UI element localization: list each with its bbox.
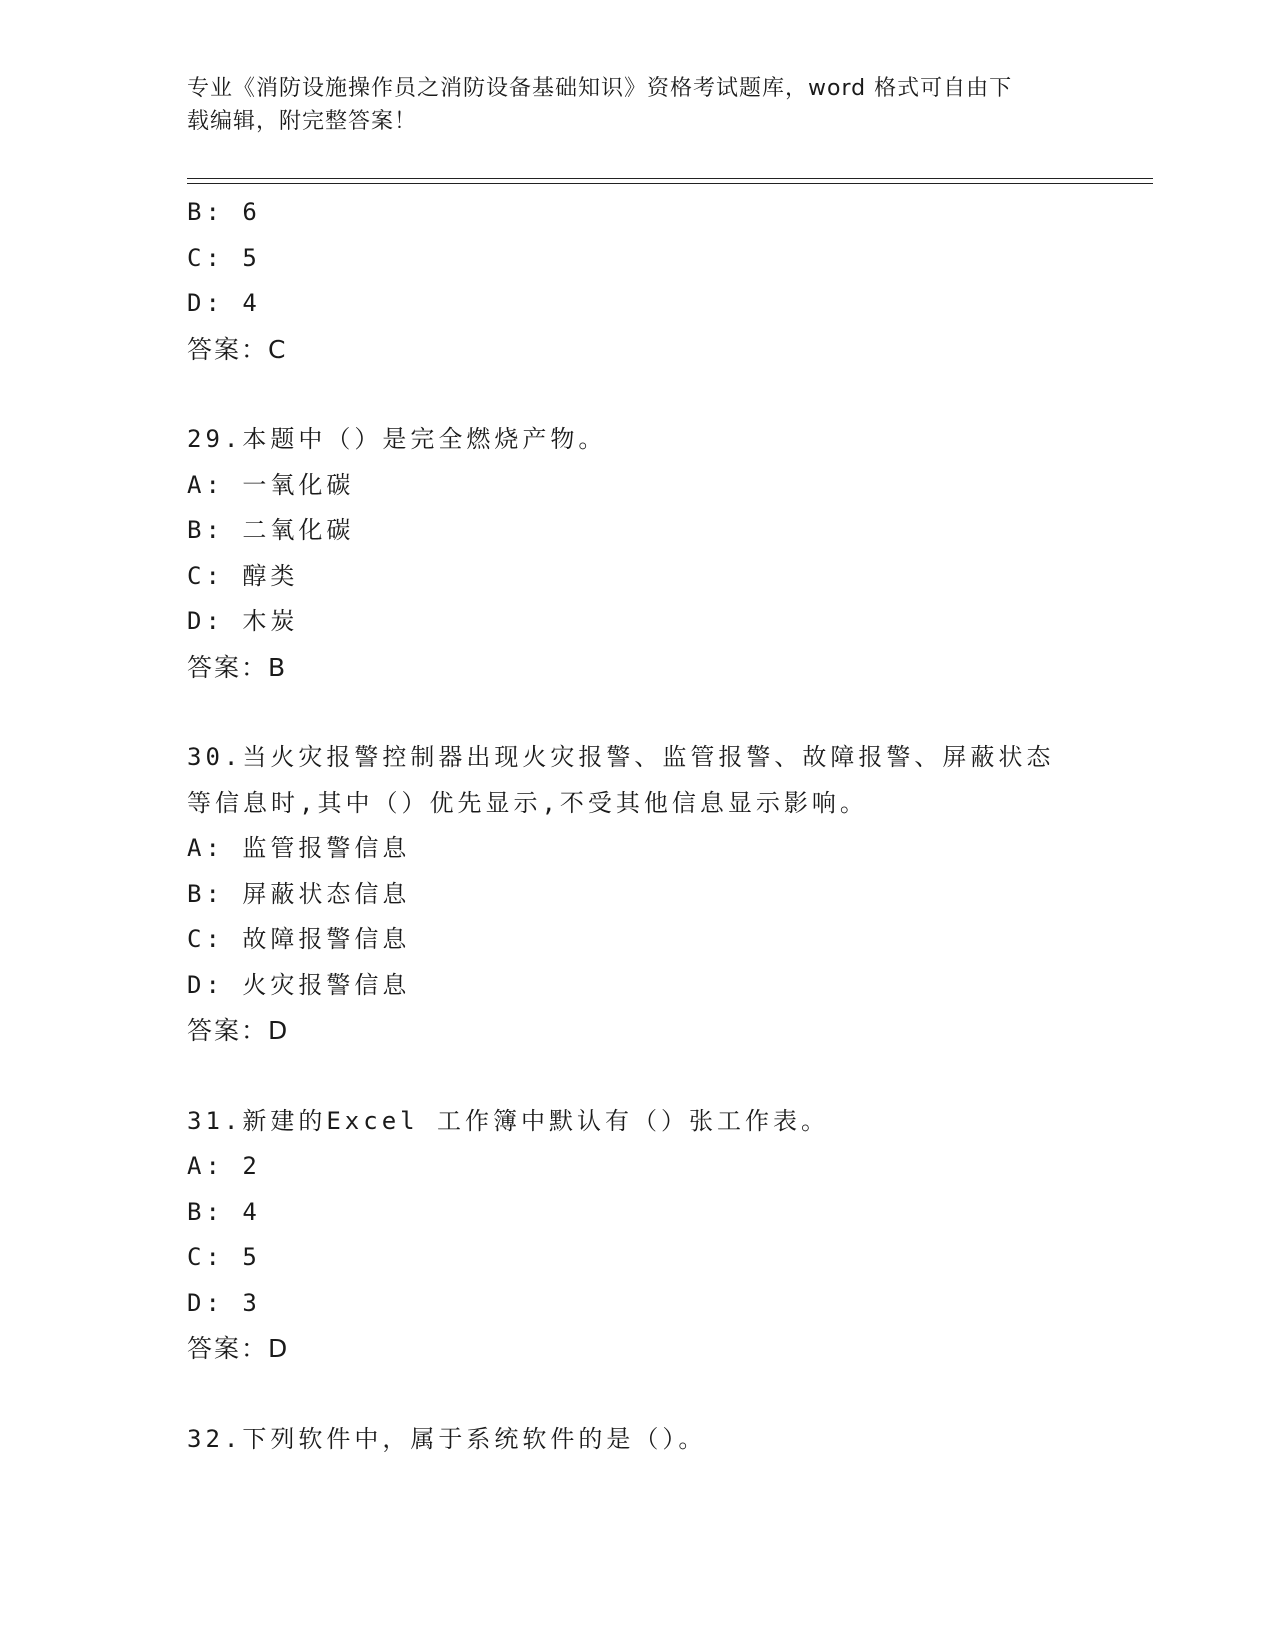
answer: 答案：D	[187, 1016, 290, 1045]
option-a: A: 监管报警信息	[187, 834, 411, 862]
question-text: 29.本题中（）是完全燃烧产物。	[187, 425, 607, 453]
option-c: C: 5	[187, 243, 261, 272]
question-text: 31.新建的Excel 工作簿中默认有（）张工作表。	[187, 1106, 830, 1135]
question-29	[187, 417, 1087, 690]
option-c: C: 故障报警信息	[187, 925, 411, 953]
question-32	[187, 1417, 1087, 1463]
question-text-line-1: 30.当火灾报警控制器出现火灾报警、监管报警、故障报警、屏蔽状态	[187, 743, 1055, 771]
header-rule-bottom	[187, 183, 1153, 184]
option-a: A: 一氧化碳	[187, 470, 355, 499]
question-31	[187, 1099, 1087, 1372]
answer: 答案：C	[187, 334, 288, 364]
option-b: B: 6	[187, 198, 261, 226]
option-a: A: 2	[187, 1152, 261, 1180]
option-c: C: 醇类	[187, 561, 299, 590]
option-c: C: 5	[187, 1243, 261, 1271]
question-30	[187, 735, 1087, 1054]
option-d: D: 3	[187, 1288, 261, 1317]
answer: 答案：B	[187, 652, 288, 682]
document-header	[187, 72, 1067, 138]
header-rule-top	[187, 178, 1153, 179]
option-b: B: 屏蔽状态信息	[187, 879, 411, 908]
header-line-2: 载编辑，附完整答案！	[187, 109, 418, 134]
option-d: D: 4	[187, 289, 261, 317]
option-d: D: 木炭	[187, 607, 299, 635]
header-line-1: 专业《消防设施操作员之消防设备基础知识》资格考试题库，word 格式可自由下	[187, 76, 1013, 101]
question-text: 32.下列软件中，属于系统软件的是（）。	[187, 1424, 707, 1453]
question-list	[187, 190, 1087, 1462]
question-text-line-2: 等信息时,其中（）优先显示,不受其他信息显示影响。	[187, 788, 868, 817]
option-d: D: 火灾报警信息	[187, 970, 411, 999]
option-b: B: 4	[187, 1197, 261, 1226]
answer: 答案：D	[187, 1334, 290, 1363]
option-b: B: 二氧化碳	[187, 516, 355, 544]
question-28-partial	[187, 190, 1087, 372]
